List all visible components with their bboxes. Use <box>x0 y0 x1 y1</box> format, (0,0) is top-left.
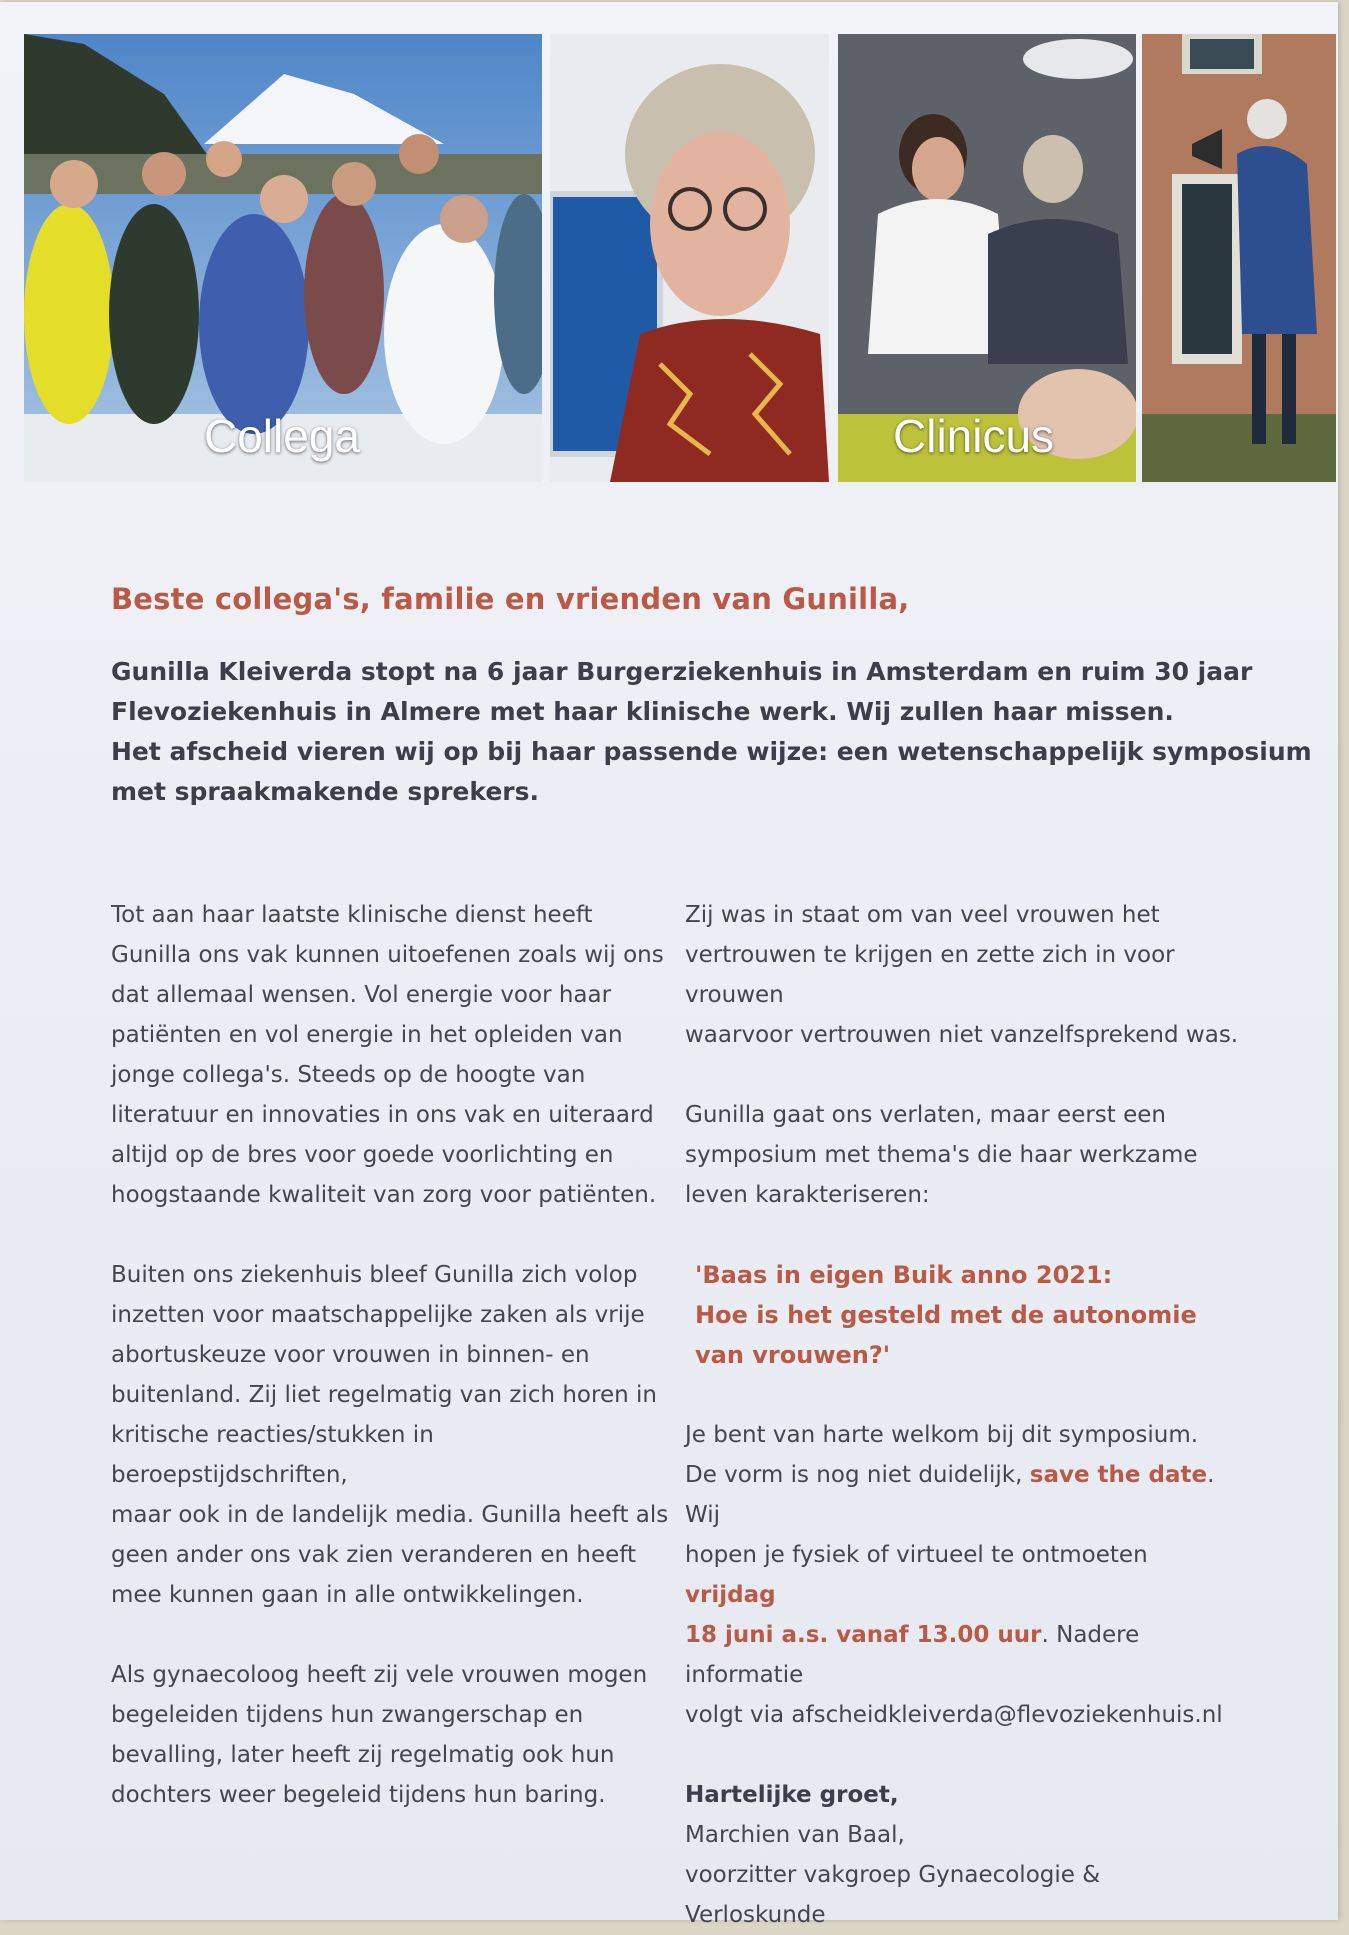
body-paragraph: Tot aan haar laatste klinische dienst heeft Gunilla ons vak kunnen uitoefenen zoals wij ons dat allemaal wensen. Vol energie voor haar patiënten en vol energie in het opleiden van jonge collega's. Steeds op de hoogte van literatuur en innovaties in ons vak en uiteraard altijd op de bres voor goede voorlichting en hoogstaande kwaliteit van zorg voor patiënten. <box>111 902 664 1208</box>
intro-line: Het afscheid vieren wij op bij haar passende wijze: een wetenschappelijk symposium <box>111 737 1312 766</box>
intro-paragraph <box>111 652 1312 812</box>
closing-greeting: Hartelijke groet, <box>685 1782 899 1808</box>
caption-colleague: Collega <box>204 410 360 462</box>
signature-block <box>685 1775 1245 1935</box>
body-paragraph: Buiten ons ziekenhuis bleef Gunilla zich volop inzetten voor maatschappelijke zaken als vrije abortuskeuze voor vrouwen in binnen- en buitenland. Zij liet regelmatig van zich horen in kritische reacties/stukken in beroepstijdschriften, maar ook in de landelijk media. Gunilla heeft als geen ander ons vak zien veranderen en heeft mee kunnen gaan in alle ontwikkelingen. <box>111 1262 669 1608</box>
left-text-column <box>111 895 671 1855</box>
contact-email-text: . Nadere informatie volgt via afscheidkleiverda@flevoziekenhuis.nl <box>685 1622 1223 1728</box>
signer-name: Marchien van Baal, <box>685 1822 905 1848</box>
intro-line: Gunilla Kleiverda stopt na 6 jaar Burgerziekenhuis in Amsterdam en ruim 30 jaar <box>111 657 1253 686</box>
greeting-heading: Beste collega's, familie en vrienden van Gunilla, <box>111 582 910 616</box>
symposium-theme-quote: 'Baas in eigen Buik anno 2021: Hoe is het gesteld met de autonomie van vrouwen?' <box>695 1261 1197 1369</box>
invitation-text: . Wij hopen je fysiek of virtueel te ontmoeten <box>685 1462 1215 1568</box>
intro-line: Flevoziekenhuis in Almere met haar klinische werk. Wij zullen haar missen. <box>111 697 1174 726</box>
photo-clinician-at-work <box>838 34 1136 482</box>
intro-line: met spraakmakende sprekers. <box>111 777 539 806</box>
body-paragraph: Zij was in staat om van veel vrouwen het vertrouwen te krijgen en zette zich in voor vrouwen waarvoor vertrouwen niet vanzelfsprekend was. <box>685 902 1239 1048</box>
invitation-text: Je bent van harte welkom bij dit symposium. De vorm is nog niet duidelijk, <box>685 1422 1199 1488</box>
caption-clinician: Clinicus <box>893 410 1055 462</box>
body-paragraph: Gunilla gaat ons verlaten, maar eerst een symposium met thema's die haar werkzame leven karakteriseren: <box>685 1102 1198 1208</box>
body-paragraph: Als gynaecoloog heeft zij vele vrouwen mogen begeleiden tijdens hun zwangerschap en bevalling, later heeft zij regelmatig ook hun dochters weer begeleid tijdens hun baring. <box>111 1662 648 1808</box>
event-date: vrijdag 18 juni a.s. vanaf 13.00 uur <box>685 1582 1042 1648</box>
photo-speaker-with-megaphone <box>1142 34 1336 482</box>
photo-colleagues-ski-group <box>24 34 542 482</box>
photo-portrait-gunilla <box>550 34 829 482</box>
right-text-column <box>685 895 1245 1935</box>
save-the-date: save the date <box>1029 1462 1208 1488</box>
flyer-page <box>0 2 1338 1928</box>
signer-role: voorzitter vakgroep Gynaecologie & Verloskunde <box>685 1862 1101 1928</box>
invitation-paragraph <box>685 1415 1245 1735</box>
